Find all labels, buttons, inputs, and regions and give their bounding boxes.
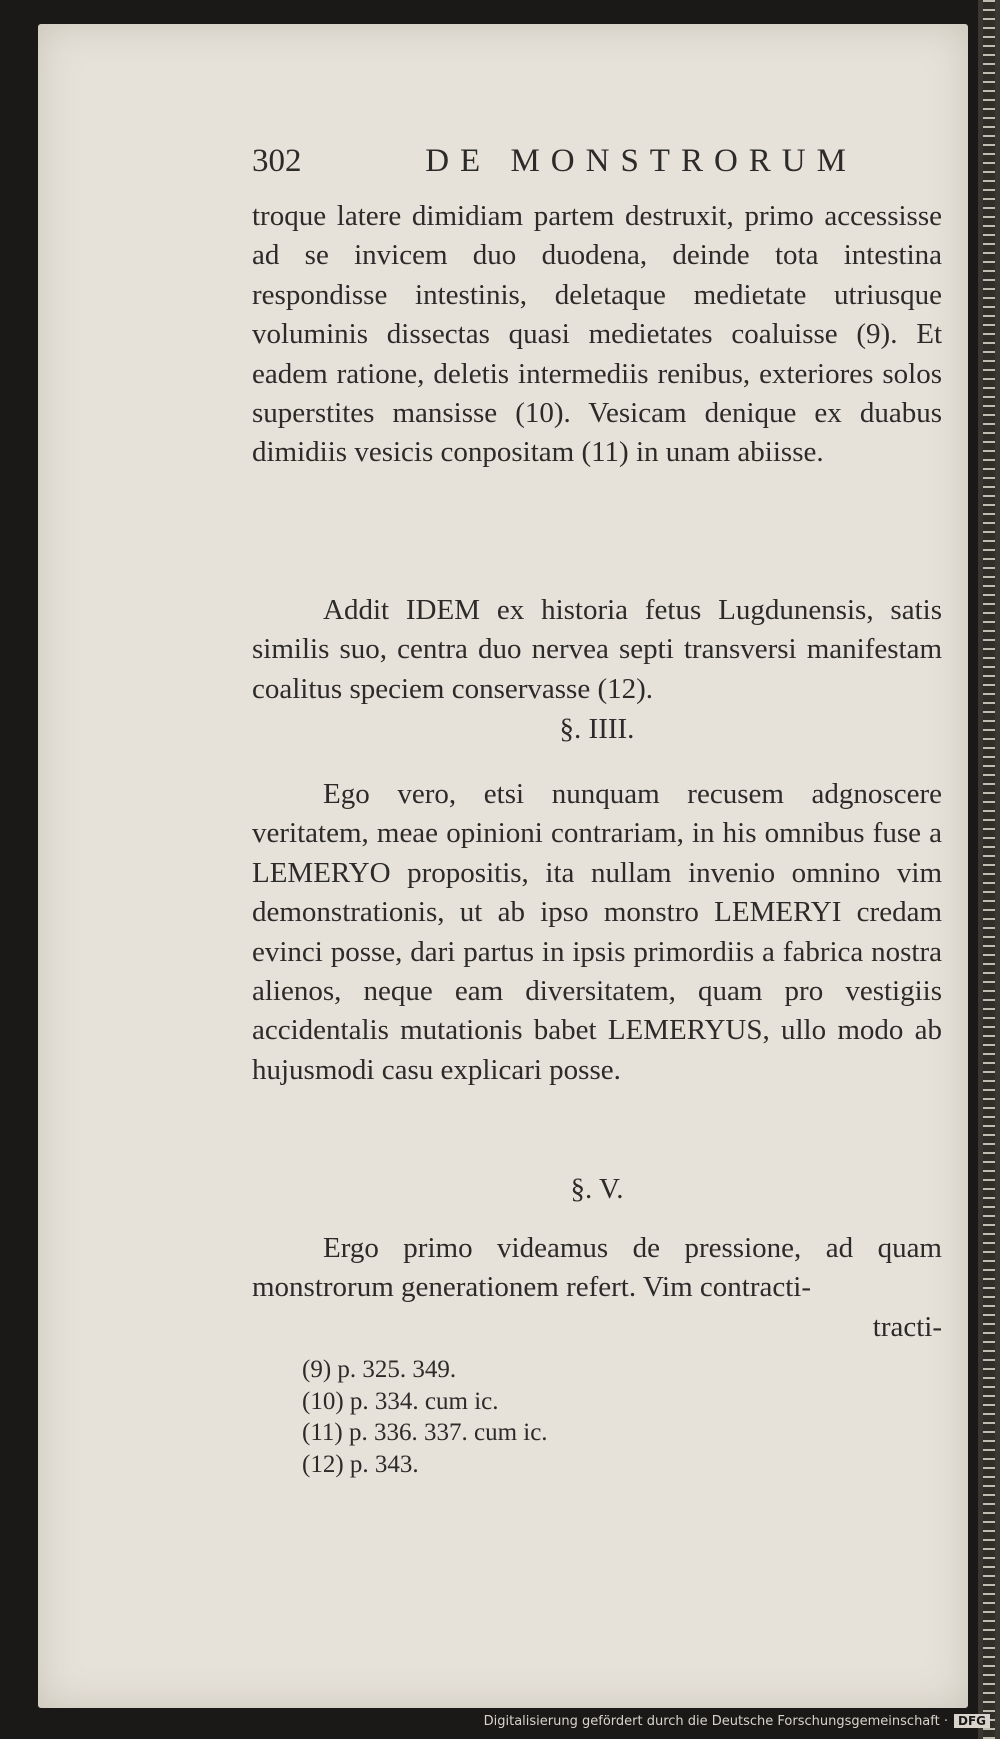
- footnote-10: (10) p. 334. cum ic.: [302, 1387, 499, 1415]
- catchword: tracti-: [872, 1311, 942, 1343]
- footnote-11: (11) p. 336. 337. cum ic.: [302, 1419, 548, 1446]
- section-heading-4: §. IIII.: [559, 713, 635, 745]
- footnotes: [302, 1354, 702, 1480]
- page-number: 302: [252, 143, 302, 179]
- paragraph-4: Ergo primo videamus de pressione, ad quam monstrorum generationem refert. Vim contracti-: [252, 1232, 942, 1304]
- dfg-logo: DFG: [954, 1714, 990, 1728]
- footnote-12: (12) p. 343.: [302, 1450, 419, 1478]
- paragraph-2: Addit IDEM ex historia fetus Lugdunensis, satis similis suo, centra duo nervea septi transversi manifestam coalitus speciem conservasse (12).: [252, 594, 942, 705]
- funding-notice: Digitalisierung gefördert durch die Deutsche Forschungsgemeinschaft ·: [483, 1714, 948, 1729]
- paragraph-1: troque latere dimidiam partem destruxit, primo accessisse ad se invicem duo duodena, deinde tota intestina respondisse intestinis, deletaque medietate utriusque voluminis dissectas quasi medietates coaluisse (9). Et eadem ratione, deletis intermediis renibus, exteriores solos superstites mansisse (10). Vesicam denique ex duabus dimidiis vesicis conpositam (11) in unam abiisse.: [252, 200, 942, 469]
- running-title: DE MONSTRORUM: [425, 143, 857, 179]
- digitization-footer: [0, 1714, 990, 1729]
- running-header: [252, 141, 857, 181]
- paragraph-3: Ego vero, etsi nunquam recusem adgnoscere veritatem, meae opinioni contrariam, in his omnibus fuse a LEMERYO propositis, ita nullam invenio omnino vim demonstrationis, ut ab ipso monstro LEMERYI credam evinci posse, dari partus in ipsis primordiis a fabrica nostra alienos, neque eam diversitatem, quam pro vestigiis accidentalis mutationis babet LEMERYUS, ullo modo ab hujusmodi casu explicari posse.: [252, 778, 942, 1086]
- section-heading-5: §. V.: [570, 1173, 624, 1205]
- footnote-9: (9) p. 325. 349.: [302, 1356, 457, 1383]
